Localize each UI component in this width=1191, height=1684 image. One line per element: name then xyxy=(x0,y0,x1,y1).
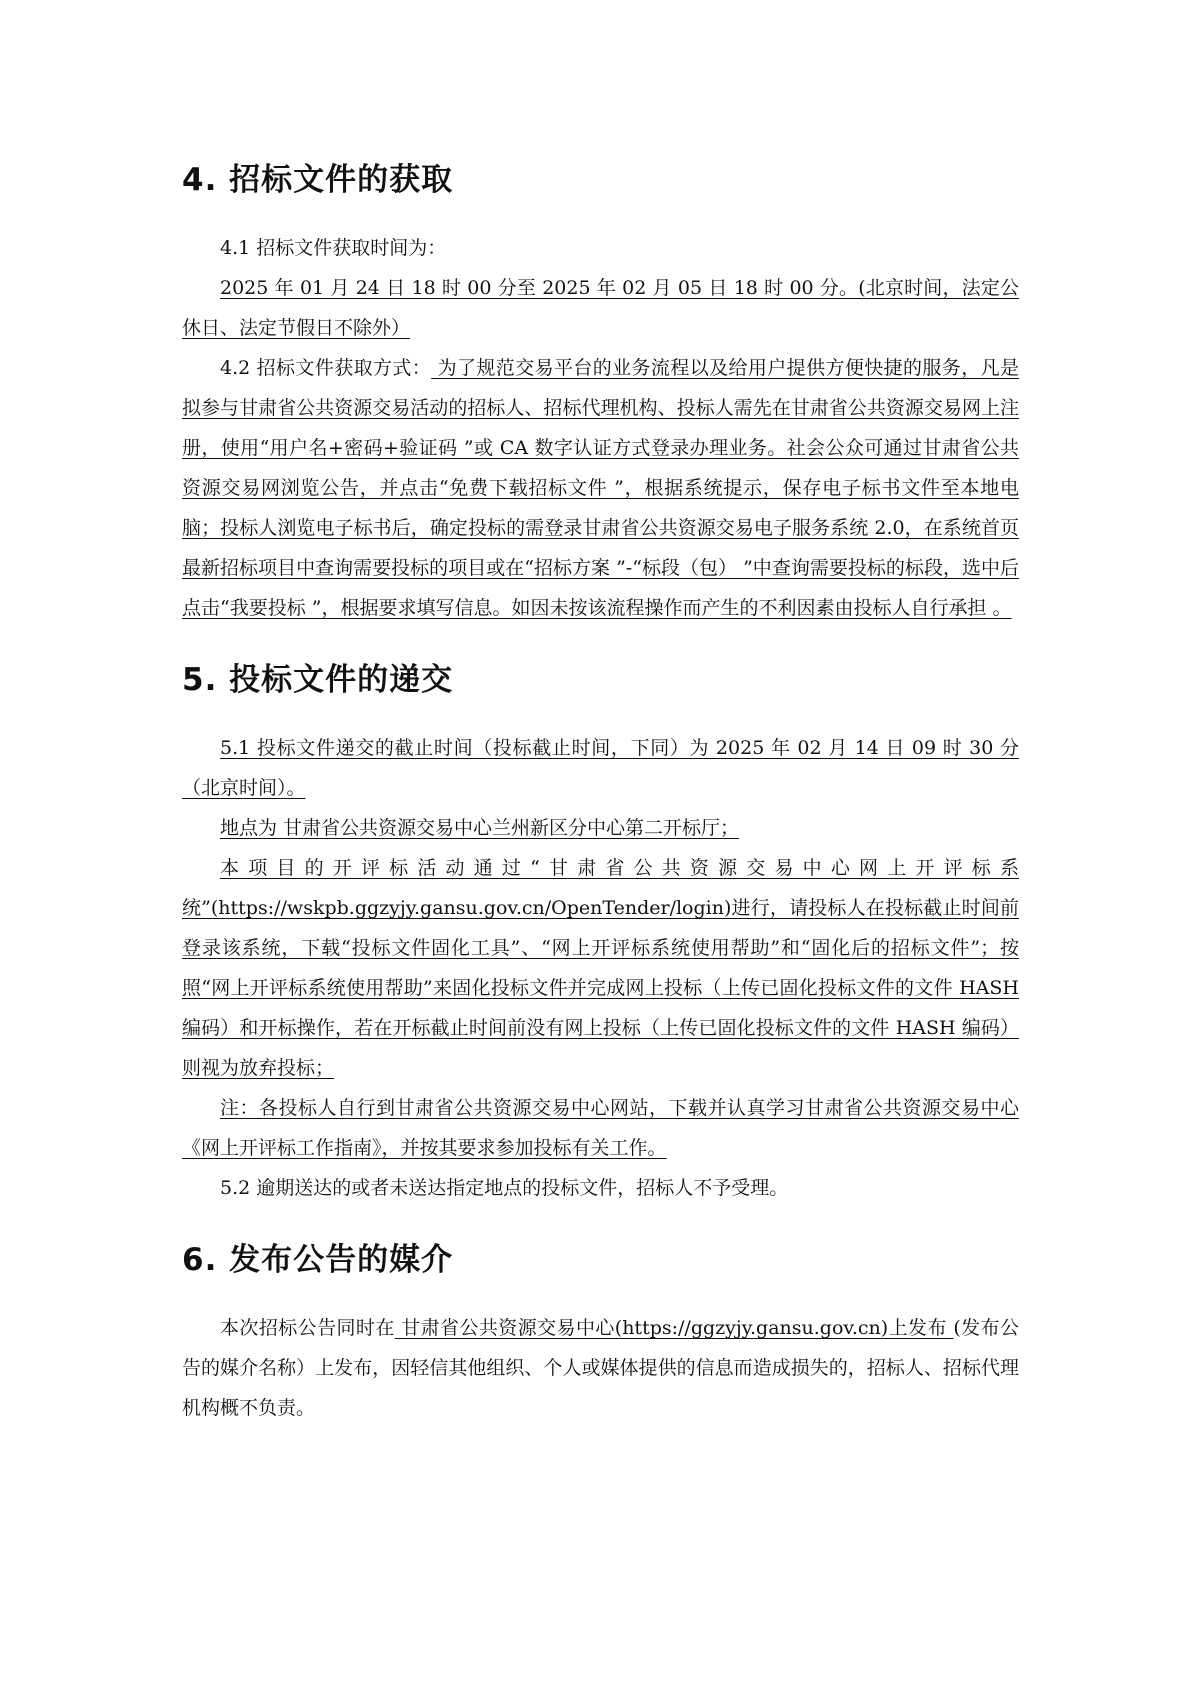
paragraph: 5.2 逾期送达的或者未送达指定地点的投标文件，招标人不予受理。 xyxy=(220,1177,789,1199)
underlined-text: 本项目的开评标活动通过“甘肃省公共资源交易中心网上开评标系统”(https://wskpb.ggzyjy.gansu.gov.cn/OpenTender/login)进行，请投标人在投标截止时间前登录该系统，下载“投标文件固化工具”、“网上开评标系统使用帮助”和“固化后的招标文件”；按照“网上开评标系统使用帮助”来固化投标文件并完成网上投标（上传已固化投标文件的文件 HASH 编码）和开标操作，若在开标截止时间前没有网上投标（上传已固化投标文件的文件 HASH 编码）则视为放弃投标； xyxy=(182,857,1019,1079)
underlined-text: 甘肃省公共资源交易中心兰州新区分中心第二开标厅； xyxy=(277,817,740,839)
underlined-text: 2025 年 01 月 24 日 18 时 00 分至 2025 年 02 月 05 日 18 时 00 分。(北京时间，法定公休日、法定节假日不除外） xyxy=(182,277,1019,339)
paragraph xyxy=(182,848,1019,1088)
section-heading: 4. 招标文件的获取 xyxy=(182,162,454,198)
paragraph xyxy=(182,1308,1019,1428)
paragraph xyxy=(182,728,1019,808)
section-5 xyxy=(182,658,1019,1208)
paragraph xyxy=(182,268,1019,348)
paragraph xyxy=(182,348,1019,628)
paragraph-label: 地点为 xyxy=(220,817,278,839)
underlined-text: 注：各投标人自行到甘肃省公共资源交易中心网站，下载并认真学习甘肃省公共资源交易中心《网上开评标工作指南》，并按其要求参加投标有关工作。 xyxy=(182,1097,1019,1159)
underlined-text: 为了规范交易平台的业务流程以及给用户提供方便快捷的服务，凡是拟参与甘肃省公共资源交易活动的招标人、招标代理机构、投标人需先在甘肃省公共资源交易网上注册，使用“用户名+密码+验证码 ”或 CA 数字认证方式登录办理业务。社会公众可通过甘肃省公共资源交易网浏览公告，并点击“免费下载招标文件 ”，根据系统提示，保存电子标书文件至本地电 脑；投标人浏览电子标书后，确定投标的需登录甘肃省公共资源交易电子服务系统 2.0，在系统首页最新招标项目中查询需要投标的项目或在“招标方案 ”-“标段（包） ”中查询需要投标的标段，选中后点击“我要投标 ”，根据要求填写信息。如因未按该流程操作而产生的不利因素由投标人自行承担 。 xyxy=(182,357,1019,619)
paragraph xyxy=(182,1088,1019,1168)
underlined-text: 甘肃省公共资源交易中心(https://ggzyjy.gansu.gov.cn)上发布 xyxy=(394,1317,954,1339)
section-heading: 6. 发布公告的媒介 xyxy=(182,1242,454,1278)
section-heading: 5. 投标文件的递交 xyxy=(182,662,454,698)
paragraph xyxy=(182,808,1019,848)
underlined-text: 5.1 投标文件递交的截止时间（投标截止时间，下同）为 2025 年 02 月 14 日 09 时 30 分（北京时间）。 xyxy=(182,737,1019,799)
paragraph-text: 本次招标公告同时在 xyxy=(220,1317,395,1339)
paragraph: 4.1 招标文件获取时间为： xyxy=(220,237,447,259)
paragraph-text: (发布公告的媒介名称）上发布，因轻信其他组织、个人或媒体提供的信息而造成损失的，招标人、招标代理机构概不负责。 xyxy=(182,1317,1019,1419)
paragraph-label: 4.2 招标文件获取方式： xyxy=(220,357,432,379)
section-6 xyxy=(182,1238,1019,1428)
section-4 xyxy=(182,158,1019,628)
